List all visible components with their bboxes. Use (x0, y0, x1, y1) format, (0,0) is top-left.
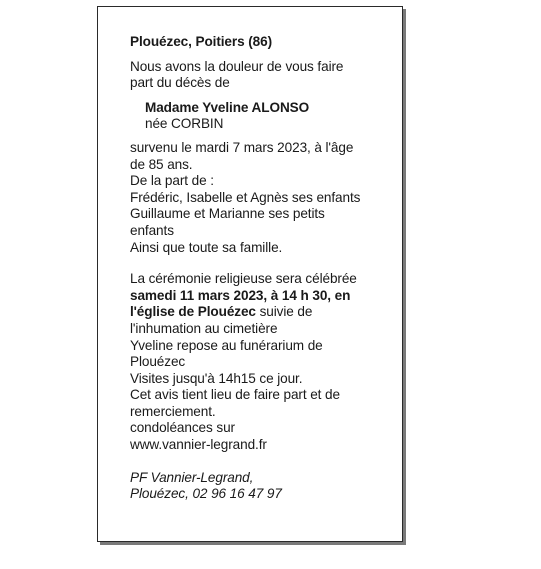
condolences-line: condoléances sur (130, 420, 235, 436)
rest-line: Yveline repose au funérarium de (130, 337, 323, 353)
intro-line: part du décès de (130, 75, 230, 91)
burial-line: l'inhumation au cimetière (130, 320, 278, 336)
ceremony-line: La cérémonie religieuse sera célébrée (130, 271, 357, 287)
condolences-url: www.vannier-legrand.fr (130, 437, 267, 453)
spacer (130, 256, 392, 271)
ceremony-place: l'église de Plouézec (130, 304, 256, 320)
ceremony-place-line (130, 304, 392, 321)
ceremony-followed: suivie de (255, 304, 313, 320)
intro-line: Nous avons la douleur de vous faire (130, 58, 344, 74)
obituary-content (130, 34, 392, 503)
notice-title: Plouézec, Poitiers (86) (130, 34, 272, 49)
obituary-card (97, 6, 403, 542)
intro-text (130, 59, 392, 92)
maiden-name: née CORBIN (145, 116, 224, 132)
rest-line: Plouézec (130, 354, 186, 370)
family-line: Ainsi que toute sa famille. (130, 239, 283, 255)
visits-line: Visites jusqu'à 14h15 ce jour. (130, 370, 303, 386)
death-line: de 85 ans. (130, 156, 193, 172)
ceremony-date: samedi 11 mars 2023, à 14 h 30, en (130, 287, 351, 303)
notice-line: remerciement. (130, 403, 216, 419)
notice-line: Cet avis tient lieu de faire part et de (130, 387, 340, 403)
funeral-home: PF Vannier-Legrand, (130, 469, 254, 485)
deceased-name: Madame Yveline ALONSO (145, 99, 310, 115)
children-line: Frédéric, Isabelle et Agnès ses enfants (130, 189, 361, 205)
death-line: survenu le mardi 7 mars 2023, à l'âge (130, 139, 354, 155)
grandchildren-line: Guillaume et Marianne ses petits (130, 206, 325, 222)
funeral-home-contact: Plouézec, 02 96 16 47 97 (130, 486, 282, 502)
deceased-block (130, 100, 392, 133)
grandchildren-line: enfants (130, 222, 174, 238)
from-label: De la part de : (130, 173, 214, 189)
